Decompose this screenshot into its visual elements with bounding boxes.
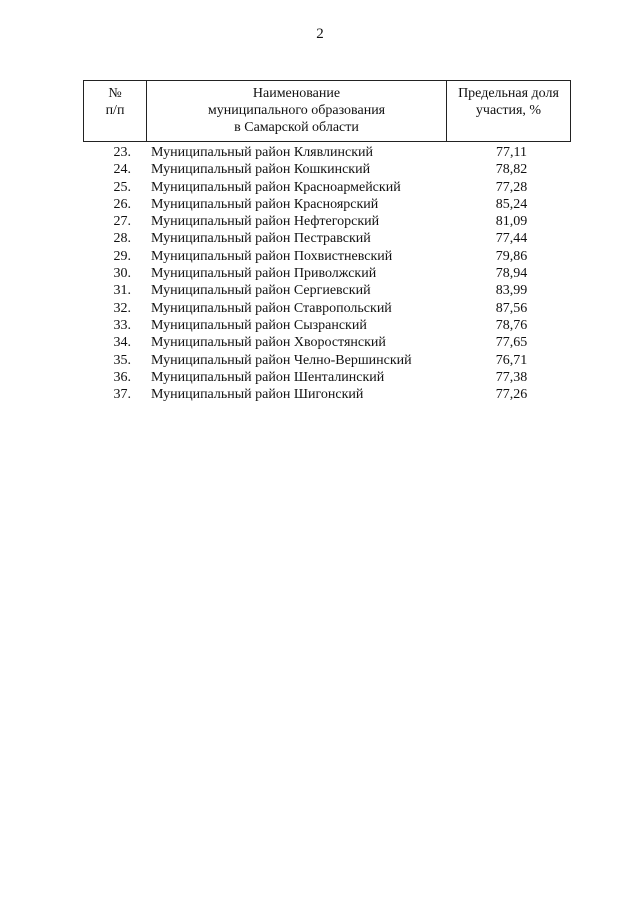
- header-number-column: [84, 81, 147, 141]
- row-number: 25.: [113, 179, 131, 195]
- table-row: [83, 196, 571, 213]
- row-number: 26.: [113, 196, 131, 212]
- row-share-value: 76,71: [495, 352, 528, 368]
- row-number: 36.: [113, 369, 131, 385]
- row-share-value: 77,38: [495, 369, 528, 385]
- row-share-value: 78,82: [495, 162, 528, 178]
- row-share-value: 77,44: [495, 231, 528, 247]
- row-municipality-name: Муниципальный район Приволжский: [151, 266, 377, 282]
- header-name-column: [147, 81, 447, 141]
- row-municipality-name: Муниципальный район Ставропольский: [151, 300, 392, 316]
- row-municipality-name: Муниципальный район Похвистневский: [151, 248, 393, 264]
- row-municipality-name: Муниципальный район Шигонский: [151, 387, 364, 403]
- header-number-symbol: №: [108, 86, 122, 101]
- row-number: 28.: [113, 231, 131, 247]
- row-share-value: 79,86: [495, 248, 528, 264]
- row-share-value: 78,76: [495, 317, 528, 333]
- header-name-line-2: муниципального образования: [207, 103, 386, 118]
- header-number-label: п/п: [105, 103, 125, 118]
- table-row: [83, 213, 571, 230]
- row-share-value: 81,09: [495, 214, 528, 230]
- table-row: [83, 352, 571, 369]
- row-municipality-name: Муниципальный район Красноярский: [151, 196, 379, 212]
- header-name-line-3: в Самарской области: [234, 120, 359, 135]
- row-number: 29.: [113, 248, 131, 264]
- row-municipality-name: Муниципальный район Кошкинский: [151, 162, 371, 178]
- row-number: 30.: [113, 266, 131, 282]
- row-share-value: 83,99: [495, 283, 528, 299]
- row-municipality-name: Муниципальный район Хворостянский: [151, 335, 386, 351]
- row-municipality-name: Муниципальный район Челно-Вершинский: [151, 352, 412, 368]
- table-header: [83, 80, 571, 142]
- table-row: [83, 144, 571, 161]
- row-share-value: 78,94: [495, 266, 528, 282]
- table-row: [83, 248, 571, 265]
- row-municipality-name: Муниципальный район Пестравский: [151, 231, 371, 247]
- row-municipality-name: Муниципальный район Сергиевский: [151, 283, 371, 299]
- table-row: [83, 386, 571, 403]
- row-share-value: 77,65: [495, 335, 528, 351]
- table-row: [83, 334, 571, 351]
- table-row: [83, 282, 571, 299]
- row-municipality-name: Муниципальный район Клявлинский: [151, 145, 374, 160]
- row-number: 34.: [113, 335, 131, 351]
- row-number: 31.: [113, 283, 131, 299]
- row-number: 33.: [113, 317, 131, 333]
- row-municipality-name: Муниципальный район Сызранский: [151, 317, 367, 333]
- table-row: [83, 230, 571, 247]
- table-row: [83, 317, 571, 334]
- row-municipality-name: Муниципальный район Красноармейский: [151, 179, 401, 195]
- header-share-line-1: Предельная доля: [458, 86, 559, 101]
- header-name-line-1: Наименование: [252, 86, 341, 101]
- row-share-value: 87,56: [495, 300, 528, 316]
- row-number: 32.: [113, 300, 131, 316]
- table-row: [83, 161, 571, 178]
- row-municipality-name: Муниципальный район Шенталинский: [151, 369, 385, 385]
- page-number: 2: [316, 26, 324, 42]
- table-body: [83, 144, 571, 403]
- row-number: 27.: [113, 214, 131, 230]
- table-row: [83, 179, 571, 196]
- row-municipality-name: Муниципальный район Нефтегорский: [151, 214, 380, 230]
- row-share-value: 77,26: [495, 387, 528, 403]
- header-share-line-2: участия, %: [475, 103, 542, 118]
- row-share-value: 85,24: [495, 196, 528, 212]
- row-share-value: 77,28: [495, 179, 528, 195]
- row-share-value: 77,11: [496, 145, 527, 160]
- row-number: 24.: [113, 162, 131, 178]
- row-number: 37.: [113, 387, 131, 403]
- table-row: [83, 369, 571, 386]
- row-number: 35.: [113, 352, 131, 368]
- table-row: [83, 300, 571, 317]
- table-row: [83, 265, 571, 282]
- header-share-column: [447, 81, 570, 141]
- row-number: 23.: [113, 145, 131, 160]
